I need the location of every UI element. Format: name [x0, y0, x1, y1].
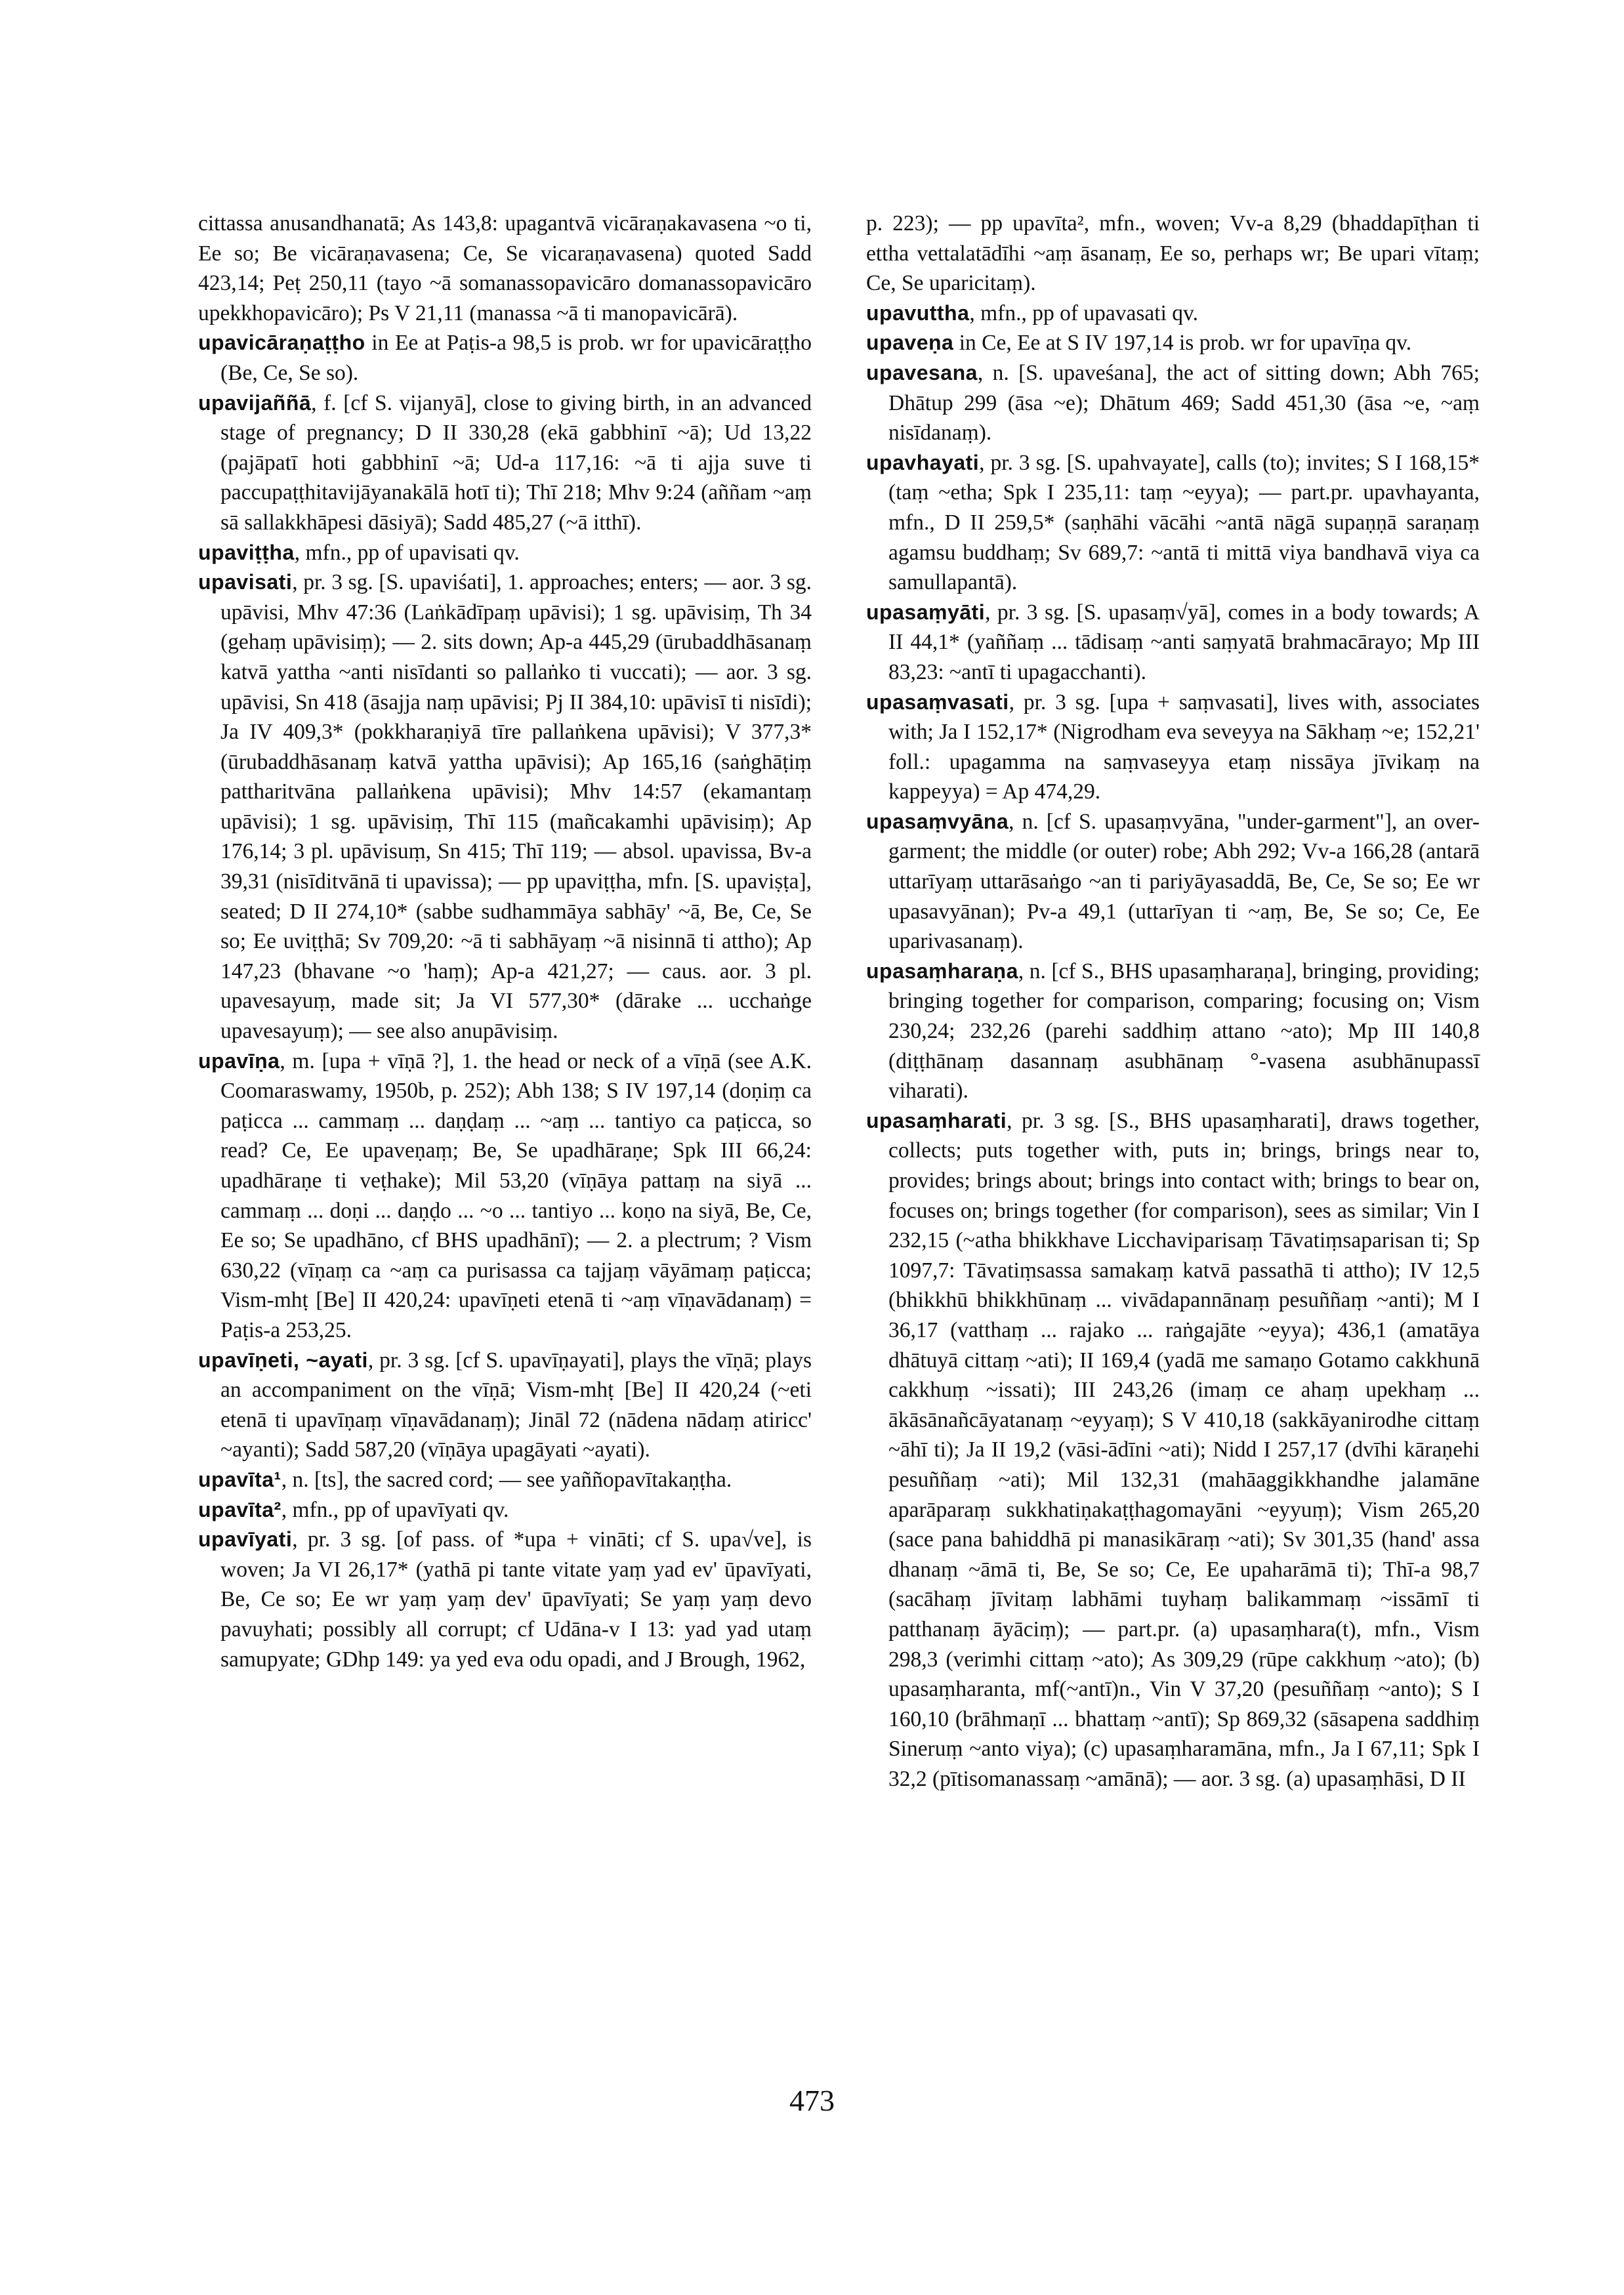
headword: upavīyati: [198, 1527, 293, 1552]
headword: upavijaññā: [198, 390, 312, 415]
entry-body: , pr. 3 sg. [cf S. upavīṇayati], plays the vīṇā; plays an accompaniment on the vīṇā; Vism-mhṭ [Be] II 420,24 (~eti etenā ti upavīṇaṃ vīṇavādanaṃ); Jināl 72 (nādena nādaṃ atiricc' ~ayanti); Sadd 587,20 (vīṇāya upagāyati ~ayati).: [220, 1348, 812, 1462]
dictionary-entry: [866, 1106, 1480, 1794]
dictionary-entry: [866, 807, 1480, 957]
continuation-text: p. 223); — pp upavīta², mfn., woven; Vv-a 8,29 (bhaddapīṭhan ti ettha vettalatādīhi ~aṃ āsanaṃ, Ee so, perhaps wr; Be upari vītaṃ; Ce, Se uparicitaṃ).: [866, 211, 1480, 296]
headword: upavīta²: [198, 1497, 281, 1521]
entry-body: in Ce, Ee at S IV 197,14 is prob. wr for upavīṇa qv.: [953, 331, 1412, 356]
entry-body: , pr. 3 sg. [S. upahvayate], calls (to); invites; S I 168,15* (taṃ ~etha; Spk I 235,11: taṃ ~eyya); — part.pr. upavhayanta, mfn., D II 259,5* (saṇhāhi vācāhi ~antā nāgā supaṇṇā saraṇaṃ agamsu buddhaṃ; Sv 689,7: ~antā ti mittā viya bandhavā viya ca samullapantā).: [888, 450, 1480, 595]
dictionary-entry: [866, 957, 1480, 1106]
entry-body: , n. [cf S. upasaṃvyāna, "under-garment"], an over-garment; the middle (or outer) robe; Abh 292; Vv-a 166,28 (antarā uttarīyaṃ uttarāsaṅgo ~an ti pariyāyasaddā, Be, Ce, Se so; Ee wr upasavyānan); Pv-a 49,1 (uttarīyan ti ~aṃ, Be, Se so; Ce, Ee uparivasanaṃ).: [888, 809, 1480, 954]
entry-body: , mfn., pp of upavisati qv.: [294, 540, 520, 565]
headword: upasaṃvasati: [866, 690, 1009, 714]
dictionary-entry: [866, 358, 1480, 448]
entry-body: , pr. 3 sg. [S. upasaṃ√yā], comes in a body towards; A II 44,1* (yaññaṃ ... tādisaṃ ~anti saṃyatā brahmacārayo; Mp III 83,23: ~antī ti upagacchanti).: [888, 600, 1480, 684]
dictionary-entry: [866, 448, 1480, 598]
page-number: 473: [789, 2084, 835, 2117]
headword: upavesana: [866, 360, 978, 384]
dictionary-entry: [866, 688, 1480, 807]
entry-body: , n. [S. upaveśana], the act of sitting down; Abh 765; Dhātup 299 (āsa ~e); Dhātum 469; Sadd 451,30 (āsa ~e, ~aṃ nisīdanaṃ).: [888, 360, 1480, 445]
entry-body: , pr. 3 sg. [upa + saṃvasati], lives with, associates with; Ja I 152,17* (Nigrodham eva seveyya na Sākhaṃ ~e; 152,21' foll.: upagamma na saṃvaseyya etaṃ nissāya jīvikaṃ na kappeyya) = Ap 474,29.: [888, 690, 1480, 804]
entry-body: , n. [cf S., BHS upasaṃharaṇa], bringing, providing; bringing together for comparison, comparing; focusing on; Vism 230,24; 232,26 (parehi saddhiṃ attano ~ato); Mp III 140,8 (diṭṭhānaṃ dasannaṃ asubhānaṃ °-vasena asubhānupassī viharati).: [888, 959, 1480, 1104]
dictionary-entry: [198, 1465, 812, 1495]
entry-body: , pr. 3 sg. [of pass. of *upa + vināti; cf S. upa√ve], is woven; Ja VI 26,17* (yathā pi tante vitate yaṃ yad ev' ūpavīyati, Be, Ce so; Ee wr yaṃ yaṃ dev' ūpavīyati; Se yaṃ yaṃ devo pavuyhati; possibly all corrupt; cf Udāna-v I 13: yad yad utaṃ samupyate; GDhp 149: ya yed eva odu opadi, and J Brough, 1962,: [220, 1527, 812, 1672]
headword: upaviṭṭha: [198, 540, 295, 564]
right-column: [866, 209, 1480, 1794]
dictionary-entry: [198, 568, 812, 1046]
headword: upasaṃharaṇa: [866, 959, 1018, 983]
headword: upasaṃvyāna: [866, 809, 1009, 833]
headword: upasaṃharati: [866, 1108, 1007, 1132]
headword: upavuttha: [866, 300, 970, 325]
headword: upavīṇeti, ~ayati: [198, 1348, 368, 1372]
headword: upavīṇa: [198, 1048, 280, 1073]
headword: upavhayati: [866, 450, 980, 474]
entry-body: , f. [cf S. vijanyā], close to giving birth, in an advanced stage of pregnancy; D II 330,28 (ekā gabbhinī ~ā); Ud 13,22 (pajāpatī hoti gabbhinī ~ā; Ud-a 117,16: ~ā ti ajja suve ti paccupaṭṭhitavijāyanakālā hotī ti); Thī 218; Mhv 9:24 (aññam ~aṃ sā sallakkhāpesi dāsiyā); Sadd 485,27 (~ā itthī).: [220, 390, 812, 535]
entry-body: , mfn., pp of upavīyati qv.: [281, 1497, 509, 1522]
entry-body: in Ee at Paṭis-a 98,5 is prob. wr for upavicāraṭṭho (Be, Ce, Se so).: [220, 331, 812, 385]
dictionary-entry: [198, 1346, 812, 1465]
entry-body: , pr. 3 sg. [S. upaviśati], 1. approaches; enters; — aor. 3 sg. upāvisi, Mhv 47:36 (Laṅkādīpaṃ upāvisi); 1 sg. upāvisiṃ, Th 34 (gehaṃ upāvisiṃ); — 2. sits down; Ap-a 445,29 (ūrubaddhāsanaṃ katvā yattha ~anti nisīdanti so pallaṅko ti vuccati); — aor. 3 sg. upāvisi, Sn 418 (āsajja naṃ upāvisi; Pj II 384,10: upāvisī ti nisīdi); Ja IV 409,3* (pokkharaṇiyā tīre pallaṅkena upāvisi); V 377,3* (ūrubaddhāsanaṃ katvā yattha upāvisi); Ap 165,16 (saṅghāṭiṃ pattharitvāna pallaṅkena upāvisi); Mhv 14:57 (ekamantaṃ upāvisi); 1 sg. upāvisiṃ, Thī 115 (mañcakamhi upāvisiṃ); Ap 176,14; 3 pl. upāvisuṃ, Sn 415; Thī 119; — absol. upavissa, Bv-a 39,31 (nisīditvānā ti upavissa); — pp upaviṭṭha, mfn. [S. upaviṣṭa], seated; D II 274,10* (sabbe sudhammāya sabhāy' ~ā, Be, Ce, Se so; Ee uviṭṭhā; Sv 709,20: ~ā ti sabhāyaṃ ~ā nisinnā ti attho); Ap 147,23 (bhavane ~o 'haṃ); Ap-a 421,27; — caus. aor. 3 pl. upavesayuṃ, made sit; Ja VI 577,30* (dārake ... ucchaṅge upavesayuṃ); — see also anupāvisiṃ.: [220, 570, 812, 1044]
headword: upavisati: [198, 570, 293, 594]
entry-body: , mfn., pp of upavasati qv.: [969, 300, 1198, 325]
dictionary-entry: [198, 328, 812, 388]
dictionary-entry: [198, 388, 812, 538]
dictionary-entry: [866, 299, 1480, 329]
headword: upavicāraṇaṭṭho: [198, 331, 365, 355]
dictionary-entry: [198, 1525, 812, 1674]
dictionary-entry: [866, 598, 1480, 688]
headword: upasaṃyāti: [866, 600, 986, 624]
dictionary-entry: [866, 328, 1480, 358]
dictionary-entry: [198, 1495, 812, 1525]
entry-body: , pr. 3 sg. [S., BHS upasaṃharati], draws together, collects; puts together with, puts in; brings, brings near to, provides; brings about; brings into contact with; brings to bear on, focuses on; brings together (for comparison), sees as similar; Vin I 232,15 (~atha bhikkhave Licchaviparisaṃ Tāvatiṃsaparisan ti; Sp 1097,7: Tāvatiṃsassa samakaṃ katvā passathā ti attho); IV 12,5 (bhikkhū bhikkhūnaṃ ... vivādapannānaṃ pesuññaṃ ~anti); M I 36,17 (vatthaṃ ... rajako ... raṅgajāte ~eyya); 436,1 (amatāya dhātuyā cittaṃ ~ati); II 169,4 (yadā me samaṇo Gotamo cakkhunā cakkhuṃ ~issati); III 243,26 (imaṃ ce ahaṃ upekhaṃ ... ākāsānañcāyatanaṃ ~eyyaṃ); S V 410,18 (sakkāyanirodhe cittaṃ ~āhī ti); Ja II 19,2 (vāsi-ādīni ~ati); Nidd I 257,17 (dvīhi kāraṇehi pesuññaṃ ~ati); Mil 132,31 (mahāaggikkhandhe jalamāne aparāparaṃ sukkhatiṇakaṭṭhagomayāni ~eyyuṃ); Vism 265,20 (sace pana bahiddhā pi manasikāraṃ ~ati); Sv 301,35 (hand' assa dhanaṃ ~āmā ti, Be, Se so; Ce, Ee upaharāmā ti); Thī-a 98,7 (sacāhaṃ jīvitaṃ labhāmi tuyhaṃ balikammaṃ ~issāmī ti patthanaṃ āyāciṃ); — part.pr. (a) upasaṃhara(t), mfn., Vism 298,3 (verimhi cittaṃ ~ato); As 309,29 (rūpe cakkhuṃ ~ato); (b) upasaṃharanta, mf(~antī)n., Vin V 37,20 (pesuññaṃ ~anto); S I 160,10 (brāhmaṇī ... bhattaṃ ~antī); Sp 869,32 (sāsapena saddhiṃ Sineruṃ ~anto viya); (c) upasaṃharamāna, mfn., Ja I 67,11; Spk I 32,2 (pītisomanassaṃ ~amānā); — aor. 3 sg. (a) upasaṃhāsi, D II: [888, 1108, 1480, 1791]
entry-body: , m. [upa + vīṇā ?], 1. the head or neck of a vīṇā (see A.K. Coomaraswamy, 1950b, p. 252); Abh 138; S IV 197,14 (doṇiṃ ca paṭicca ... cammaṃ ... daṇḍaṃ ... ~aṃ ... tantiyo ca paṭicca, so read? Ce, Ee upaveṇaṃ; Be, Se upadhāraṇe; Spk III 66,24: upadhāraṇe ti veṭhake); Mil 53,20 (vīṇāya pattaṃ na siyā ... cammaṃ ... doṇi ... daṇḍo ... ~o ... tantiyo ... koṇo na siyā, Be, Ce, Ee so; Se upadhāno, cf BHS upadhānī); — 2. a plectrum; ? Vism 630,22 (vīṇaṃ ca ~aṃ ca purisassa ca tajjaṃ vāyāmaṃ paṭicca; Vism-mhṭ [Be] II 420,24: upavīṇeti etenā ti ~aṃ vīṇavādanaṃ) = Paṭis-a 253,25.: [220, 1048, 812, 1342]
continuation-text: cittassa anusandhanatā; As 143,8: upagantvā vicāraṇakavasena ~o ti, Ee so; Be vicāraṇavasena; Ce, Se vicaraṇavasena) quoted Sadd 423,14; Peṭ 250,11 (tayo ~ā somanassopavicāro domanassopavicāro upekkhopavicāro); Ps V 21,11 (manassa ~ā ti manopavicārā).: [198, 211, 812, 325]
dictionary-entry: [198, 1046, 812, 1346]
left-column: [198, 209, 812, 1674]
entry-body: , n. [ts], the sacred cord; — see yaññopavītakaṇṭha.: [281, 1467, 732, 1492]
headword: upaveṇa: [866, 331, 954, 355]
dictionary-entry: [198, 538, 812, 568]
headword: upavīta¹: [198, 1467, 281, 1491]
